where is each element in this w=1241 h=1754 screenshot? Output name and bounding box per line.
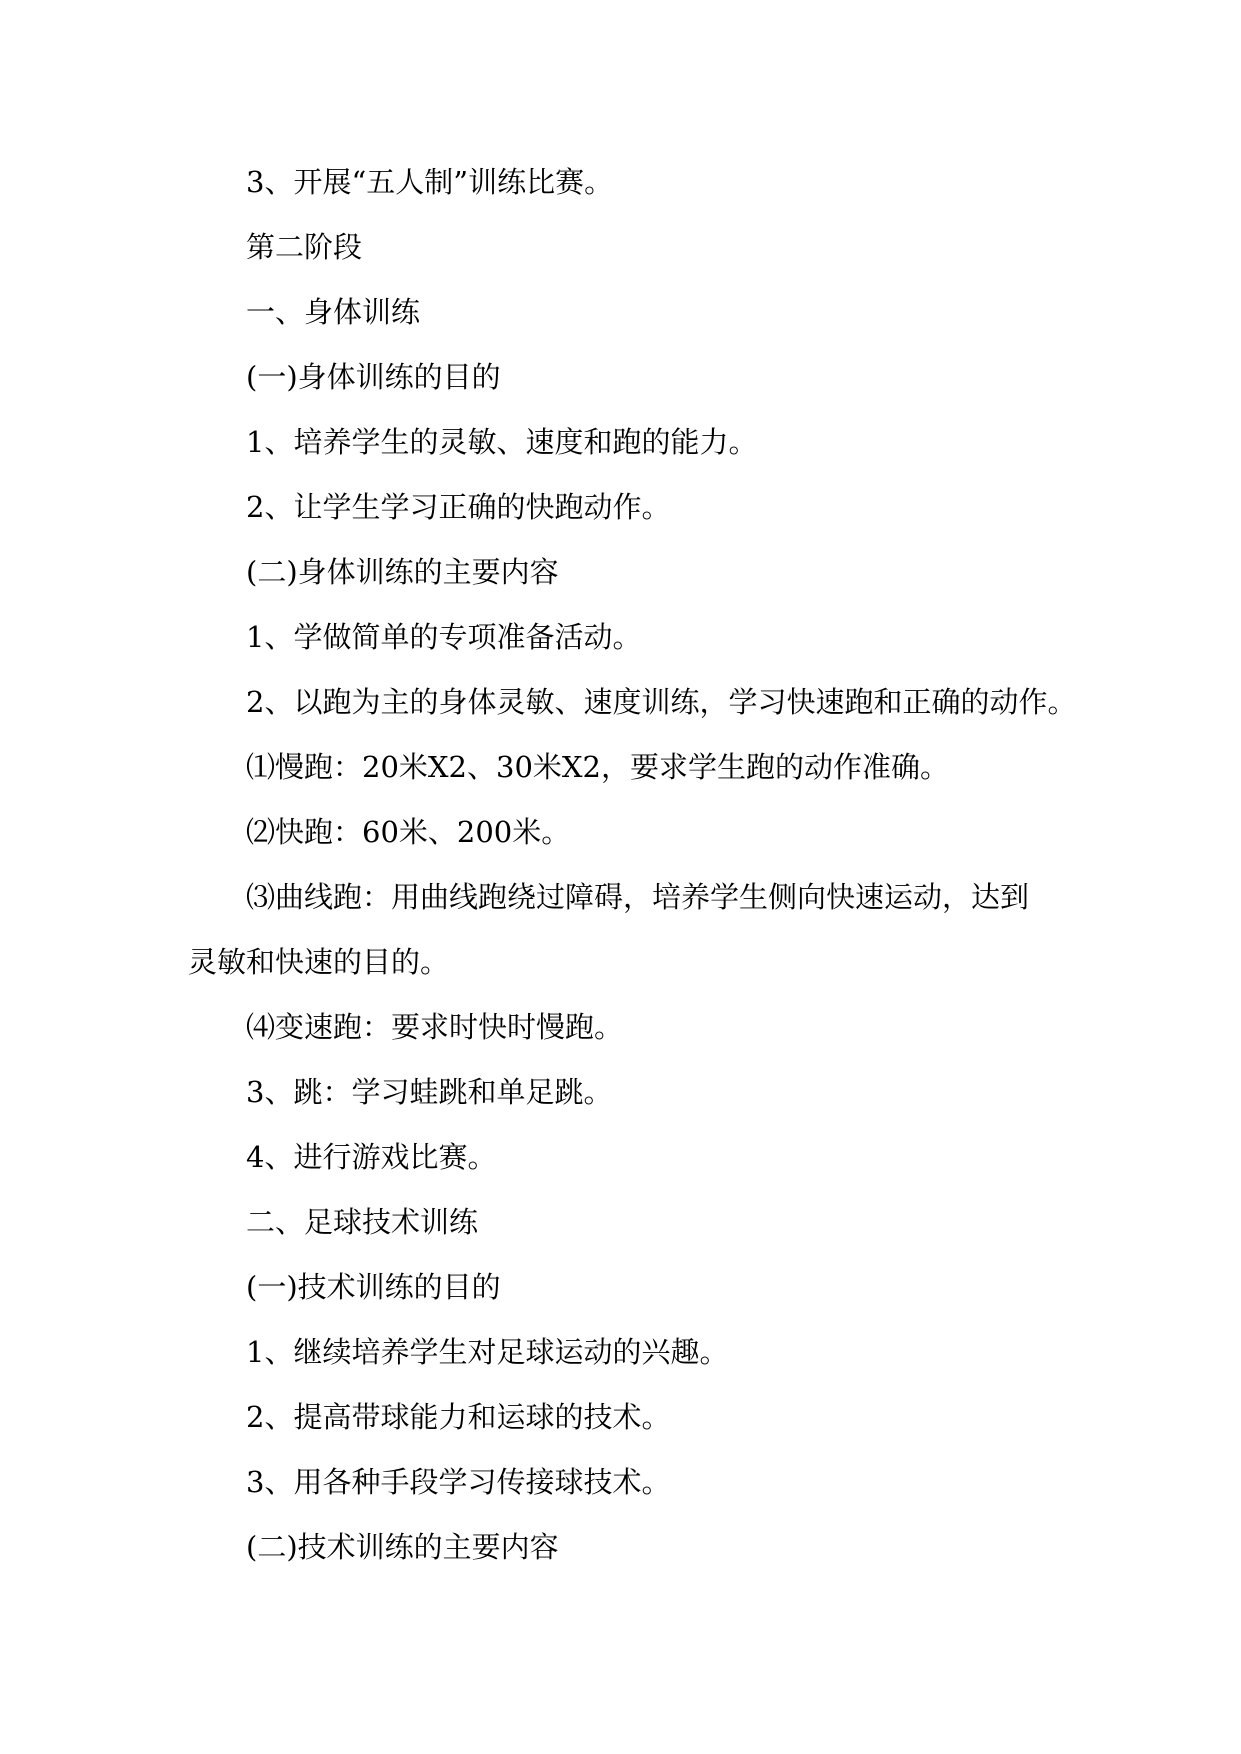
text-line: 1、学做简单的专项准备活动。 [246,620,642,654]
text-line: ⑶曲线跑：用曲线跑绕过障碍，培养学生侧向快速运动，达到 [246,880,1030,914]
text-line: 3、跳：学习蛙跳和单足跳。 [246,1075,613,1109]
text-line-continuation: 灵敏和快速的目的。 [188,945,450,979]
subsection-heading: (一)技术训练的目的 [246,1270,501,1304]
subsection-heading: (二)技术训练的主要内容 [246,1530,559,1564]
text-line: 4、进行游戏比赛。 [246,1140,497,1174]
section-heading: 第二阶段 [246,230,363,264]
subsection-heading: (一)身体训练的目的 [246,360,501,394]
section-heading: 一、身体训练 [246,295,421,329]
text-line: 3、用各种手段学习传接球技术。 [246,1465,671,1499]
text-line: 2、以跑为主的身体灵敏、速度训练，学习快速跑和正确的动作。 [246,685,1077,719]
text-line: 1、继续培养学生对足球运动的兴趣。 [246,1335,729,1369]
text-line: 3、开展“五人制”训练比赛。 [246,165,614,199]
text-line: 2、让学生学习正确的快跑动作。 [246,490,671,524]
text-line: 2、提高带球能力和运球的技术。 [246,1400,671,1434]
section-heading: 二、足球技术训练 [246,1205,479,1239]
text-line: ⑴慢跑：20米X2、30米X2，要求学生跑的动作准确。 [246,750,949,784]
text-line: ⑵快跑：60米、200米。 [246,815,571,849]
text-line: ⑷变速跑：要求时快时慢跑。 [246,1010,624,1044]
subsection-heading: (二)身体训练的主要内容 [246,555,559,589]
text-line: 1、培养学生的灵敏、速度和跑的能力。 [246,425,758,459]
